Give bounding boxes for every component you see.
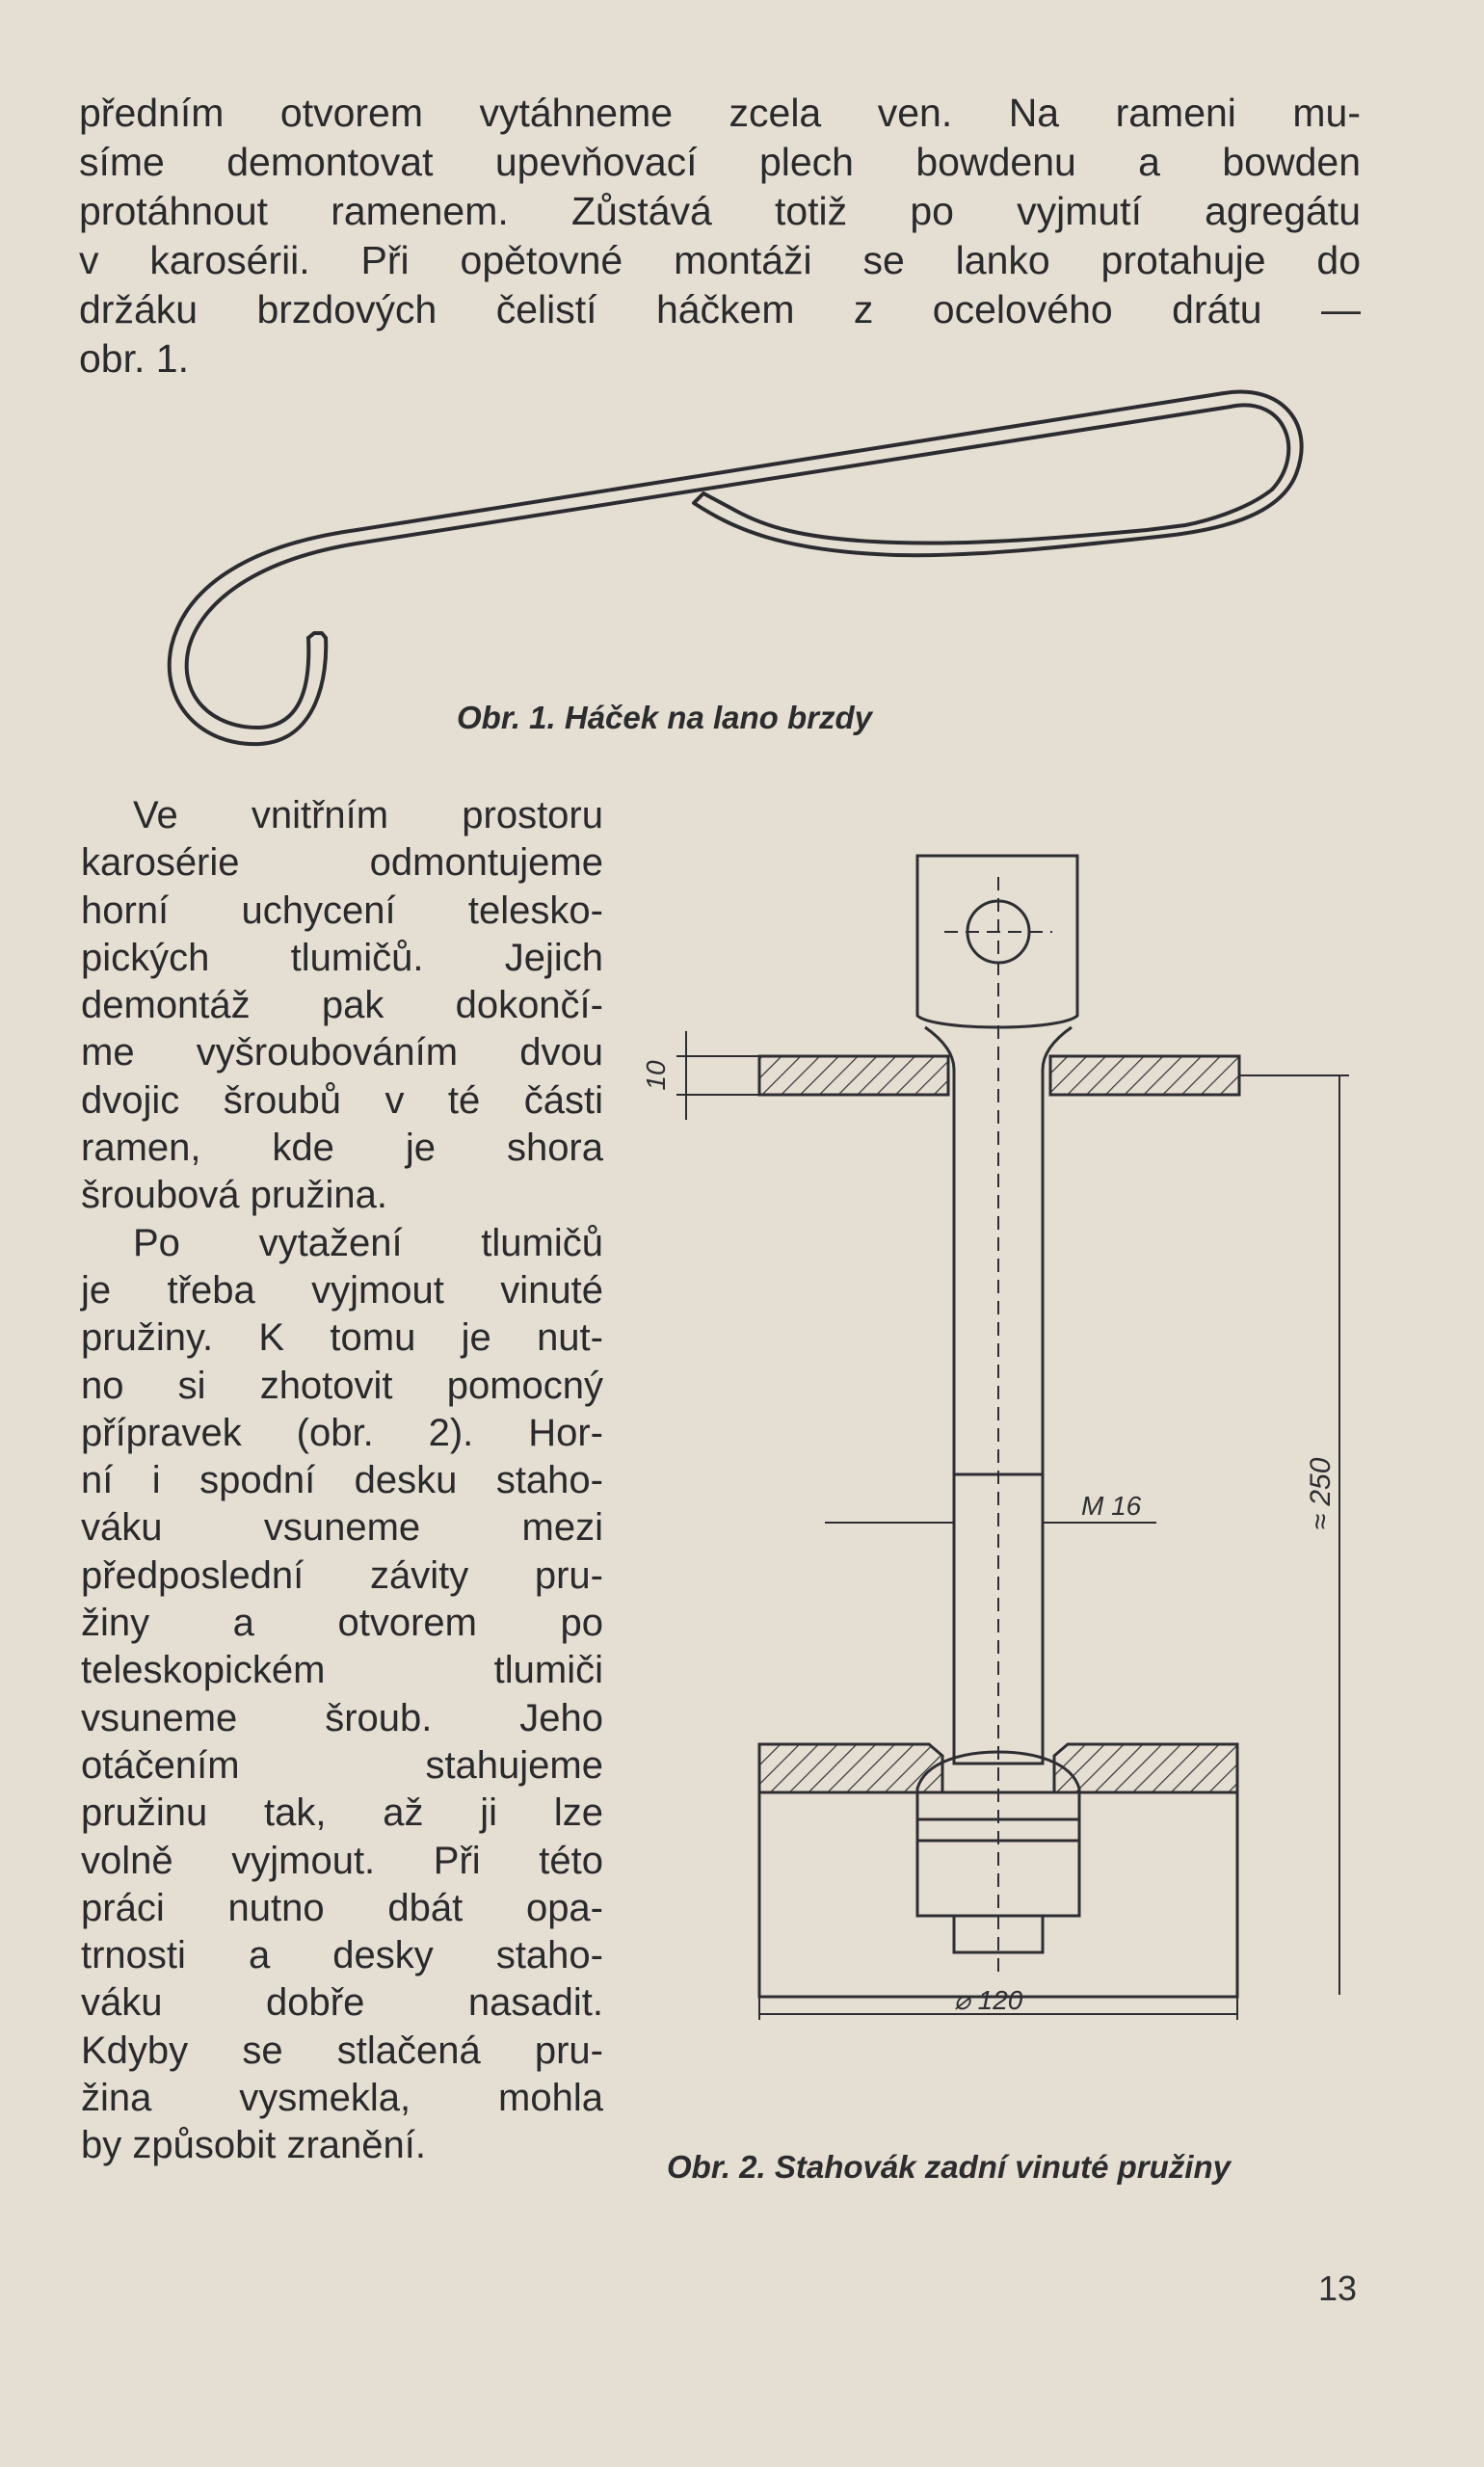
dim-plate-label: 10 xyxy=(641,1060,671,1091)
text-line: váku vsuneme mezi xyxy=(81,1506,603,1550)
hook-wire-inner xyxy=(187,407,1231,728)
text-line: volně vyjmout. Při této xyxy=(81,1839,603,1882)
text-line: demontáž pak dokončí- xyxy=(81,984,603,1027)
hook-wire-outer xyxy=(170,392,1302,745)
text-line: váku dobře nasadit. xyxy=(81,1981,603,2025)
text-line: pružinu tak, až ji lze xyxy=(81,1791,603,1835)
text-line: trnosti a desky staho- xyxy=(81,1934,603,1977)
text-line: pických tlumičů. Jejich xyxy=(81,936,603,979)
text-line: otáčením stahujeme xyxy=(81,1743,603,1787)
text-line: žina vysmekla, mohla xyxy=(81,2077,603,2120)
text-line: no si zhotovit pomocný xyxy=(81,1364,603,1407)
text-line: horní uchycení telesko- xyxy=(81,889,603,932)
text-line: obr. 1. xyxy=(79,336,189,381)
text-line: pružiny. K tomu je nut- xyxy=(81,1316,603,1360)
text-line: ní i spodní desku staho- xyxy=(81,1459,603,1502)
text-line: přípravek (obr. 2). Hor- xyxy=(81,1411,603,1454)
lower-plate-right xyxy=(1054,1744,1237,1792)
text-line: šroubová pružina. xyxy=(81,1174,387,1217)
dim-diameter-label: ⌀ 120 xyxy=(954,1985,1023,2015)
text-line: protáhnout ramenem. Zůstává totiž po vyjmutí agregátu xyxy=(79,189,1361,233)
text-line: předním otvorem vytáhneme zcela ven. Na rameni mu- xyxy=(79,91,1361,135)
text-line: žiny a otvorem po xyxy=(81,1602,603,1645)
text-line: karosérie odmontujeme xyxy=(81,841,603,885)
text-line: síme demontovat upevňovací plech bowdenu a bowden xyxy=(79,140,1361,184)
text-line: Kdyby se stlačená pru- xyxy=(81,2029,603,2072)
figure1-caption: Obr. 1. Háček na lano brzdy xyxy=(457,700,872,735)
text-line: Ve vnitřním prostoru xyxy=(133,794,603,836)
text-line: je třeba vyjmout vinuté xyxy=(81,1268,603,1312)
text-line: držáku brzdových čelistí háčkem z ocelového drátu — xyxy=(79,287,1361,332)
text-line: by způsobit zranění. xyxy=(81,2124,426,2167)
text-line: ramen, kde je shora xyxy=(81,1127,603,1170)
text-line: práci nutno dbát opa- xyxy=(81,1886,603,1929)
text-line: dvojic šroubů v té části xyxy=(81,1078,603,1122)
dim-length-label: ≈ 250 xyxy=(1305,1457,1337,1530)
upper-plate-left xyxy=(759,1056,948,1095)
page-number: 13 xyxy=(1318,2268,1358,2308)
text-line: me vyšroubováním dvou xyxy=(81,1031,603,1074)
side-paragraphs xyxy=(81,792,603,2170)
dim-thread-label: M 16 xyxy=(1081,1491,1142,1521)
text-line: předposlední závity pru- xyxy=(81,1553,603,1597)
hook-wire-tip xyxy=(308,633,326,638)
text-line: Po vytažení tlumičů xyxy=(133,1221,603,1264)
text-line: vsuneme šroub. Jeho xyxy=(81,1696,603,1739)
figure2-caption: Obr. 2. Stahovák zadní vinuté pružiny xyxy=(667,2149,1231,2185)
top-paragraph xyxy=(79,89,1361,384)
upper-plate-right xyxy=(1050,1056,1239,1095)
spring-compressor-drawing xyxy=(636,838,1368,2043)
lower-plate-left xyxy=(759,1744,942,1792)
text-line: teleskopickém tlumiči xyxy=(81,1649,603,1692)
text-line: v karosérii. Při opětovné montáži se lanko protahuje do xyxy=(79,238,1361,282)
